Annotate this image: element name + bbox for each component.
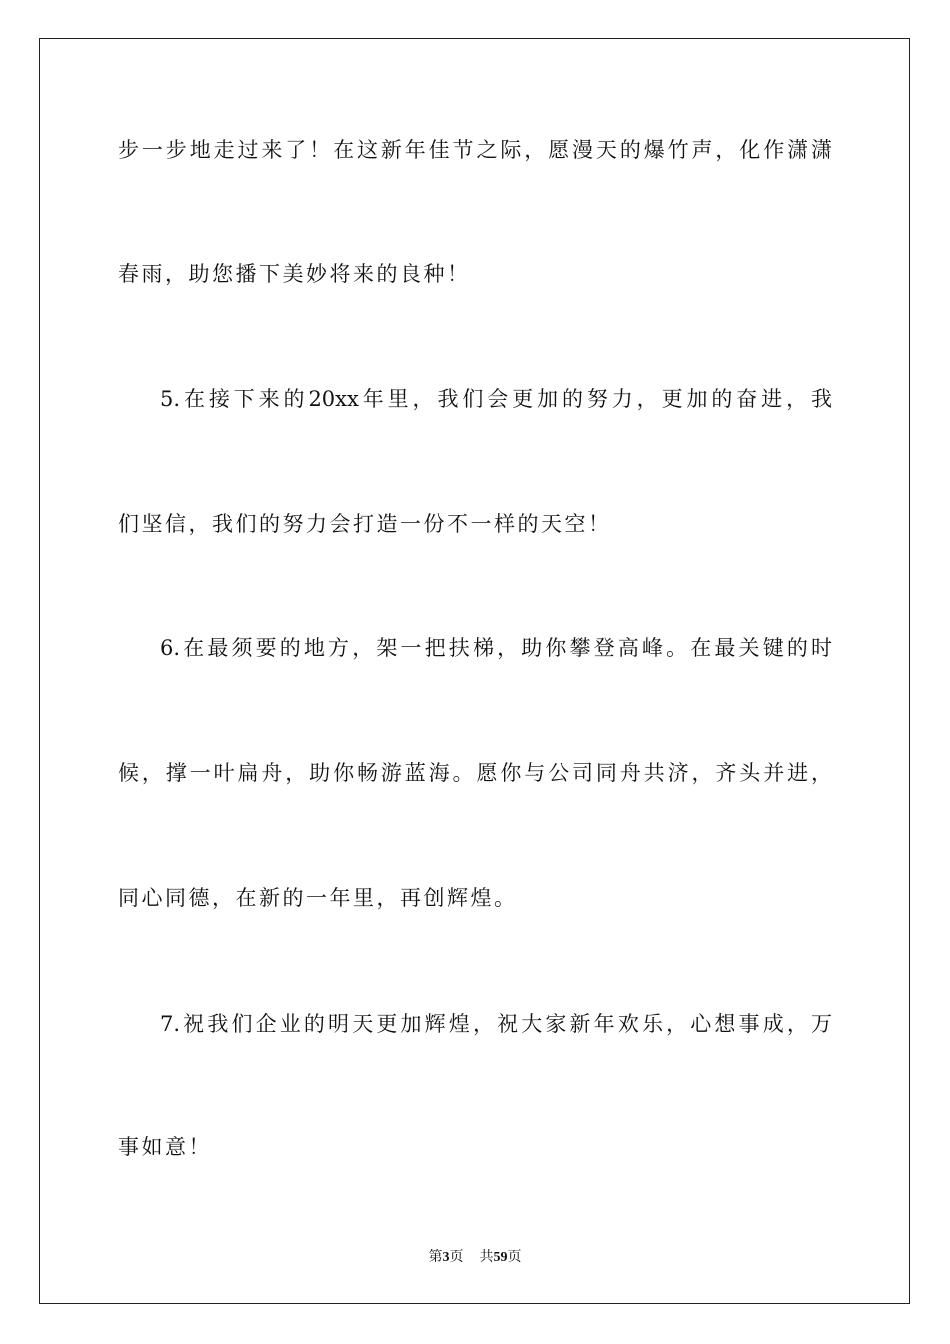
body-line-2: 春雨，助您播下美妙将来的良种！: [118, 262, 471, 286]
body-line-5: 6.在最须要的地方，架一把扶梯，助你攀登高峰。在最关键的时: [160, 636, 832, 660]
page-number: 3: [442, 1250, 450, 1265]
page-border: [39, 38, 910, 1304]
body-line-4: 们坚信，我们的努力会打造一份不一样的天空！: [118, 512, 612, 536]
total-suffix: 页: [507, 1249, 522, 1265]
body-line-9: 事如意！: [118, 1135, 212, 1159]
body-line-3: 5.在接下来的20xx年里，我们会更加的努力，更加的奋进，我: [160, 387, 832, 411]
page-suffix: 页: [449, 1249, 464, 1265]
page-prefix: 第: [428, 1249, 443, 1265]
body-line-8: 7.祝我们企业的明天更加辉煌，祝大家新年欢乐，心想事成，万: [160, 1012, 832, 1036]
body-line-7: 同心同德，在新的一年里，再创辉煌。: [118, 886, 518, 910]
total-prefix: 共: [479, 1249, 494, 1265]
body-line-1: 步一步地走过来了！在这新年佳节之际，愿漫天的爆竹声，化作潇潇: [118, 138, 832, 162]
total-pages: 59: [493, 1250, 508, 1265]
body-line-6: 候，撑一叶扁舟，助你畅游蓝海。愿你与公司同舟共济，齐头并进，: [118, 761, 832, 785]
page-footer: [0, 1248, 950, 1267]
